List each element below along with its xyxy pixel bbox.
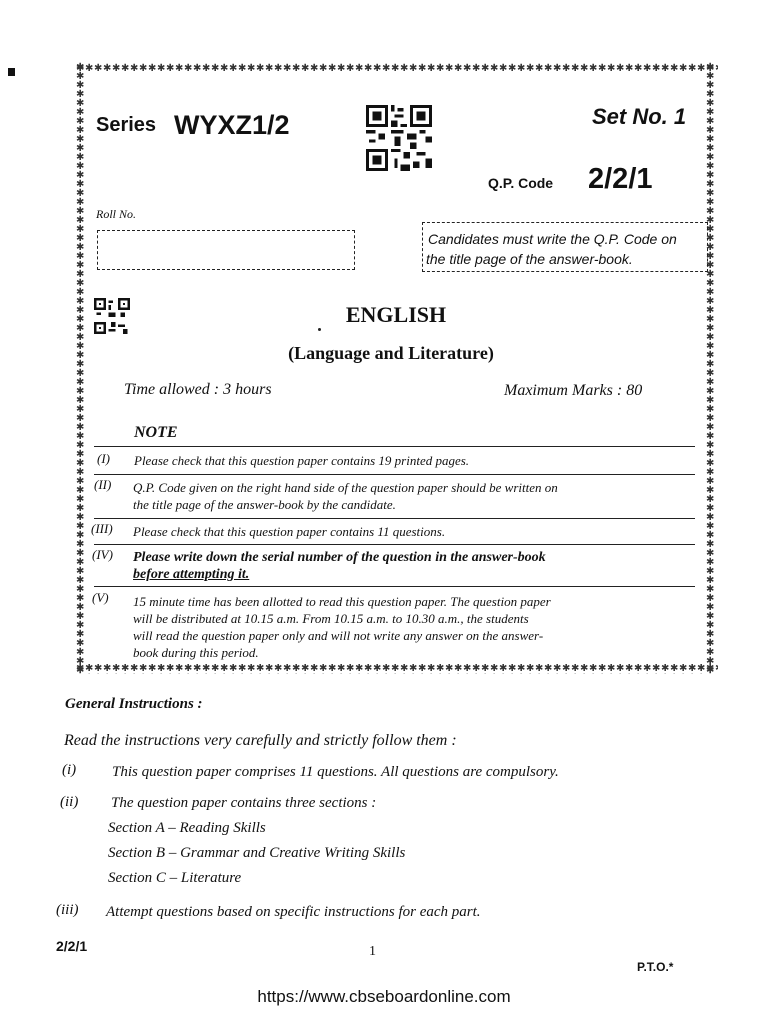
series-code: WYXZ1/2 (174, 110, 290, 140)
section-item: Section A – Reading Skills (108, 820, 266, 836)
set-number: Set No. 1 (592, 104, 687, 129)
note-item-text: 15 minute time has been allotted to read this question paper. The question paper (133, 594, 551, 609)
note-item-text: before attempting it. (133, 567, 250, 582)
candidate-note-line-2: the title page of the answer-book. (426, 251, 633, 267)
note-item-number: (III) (91, 521, 113, 536)
subject-subtitle: (Language and Literature) (288, 343, 494, 363)
instruction-number: (iii) (56, 902, 79, 918)
bullet-mark (8, 68, 15, 76)
note-divider (94, 474, 695, 475)
general-instructions-intro: Read the instructions very carefully and strictly follow them : (64, 732, 457, 749)
note-item-text: book during this period. (133, 645, 259, 660)
instruction-number: (ii) (60, 794, 79, 810)
note-item-text: Please check that this question paper contains 11 questions. (133, 524, 446, 539)
candidate-note-line-1: Candidates must write the Q.P. Code on (428, 231, 677, 247)
maximum-marks: Maximum Marks : 80 (504, 382, 643, 399)
instruction-text: The question paper contains three sections : (111, 795, 377, 811)
roll-no-box[interactable] (97, 230, 355, 270)
note-item-text: Q.P. Code given on the right hand side of the question paper should be written on (133, 480, 558, 495)
note-divider (94, 544, 695, 545)
instruction-number: (i) (62, 762, 77, 778)
source-url[interactable]: https://www.cbseboardonline.com (257, 987, 511, 1006)
note-divider (94, 446, 695, 447)
footer-code: 2/2/1 (56, 938, 88, 954)
roll-no-label: Roll No. (96, 207, 137, 221)
note-divider (94, 518, 695, 519)
stray-dot (318, 328, 321, 331)
pto-mark: P.T.O.* (637, 960, 674, 974)
note-item-number: (V) (92, 590, 109, 605)
subject-title: ENGLISH (345, 302, 447, 327)
note-divider (94, 586, 695, 587)
qr-code-icon (366, 105, 432, 171)
note-title: NOTE (134, 424, 178, 441)
note-item-text: will be distributed at 10.15 a.m. From 10.15 a.m. to 10.30 a.m., the students (133, 611, 529, 626)
note-item-text: will read the question paper only and will not write any answer on the answer- (133, 628, 544, 643)
note-item-number: (II) (94, 477, 112, 492)
instruction-text: Attempt questions based on specific instructions for each part. (106, 904, 481, 920)
page-number: 1 (369, 944, 376, 959)
qp-code-value: 2/2/1 (588, 163, 653, 195)
general-instructions-title: General Instructions : (65, 696, 203, 712)
note-item-text: Please write down the serial number of the question in the answer-book (133, 550, 546, 565)
time-allowed: Time allowed : 3 hours (124, 381, 272, 398)
note-item-text: the title page of the answer-book by the candidate. (133, 497, 396, 512)
note-item-number: (I) (97, 451, 110, 466)
instruction-text: This question paper comprises 11 questions. All questions are compulsory. (112, 764, 559, 780)
series-label: Series (96, 114, 157, 136)
qp-code-label: Q.P. Code (488, 175, 554, 191)
section-item: Section C – Literature (108, 870, 242, 886)
note-item-number: (IV) (92, 547, 113, 562)
section-item: Section B – Grammar and Creative Writing Skills (108, 845, 406, 861)
note-item-text: Please check that this question paper contains 19 printed pages. (134, 453, 470, 468)
